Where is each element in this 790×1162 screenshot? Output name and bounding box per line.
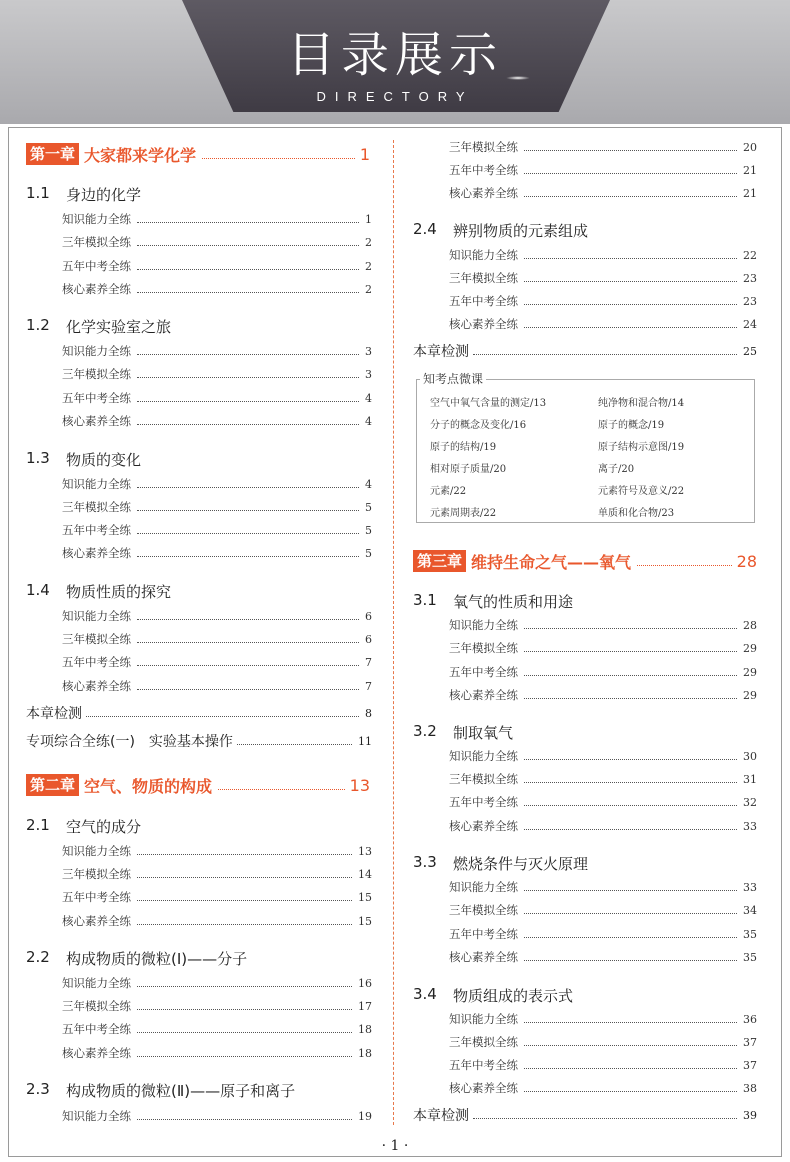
toc-entry[interactable] (62, 844, 372, 858)
toc-entry[interactable] (449, 618, 757, 632)
micro-lesson-item[interactable]: 空气中氧气含量的测定/13 (430, 398, 547, 409)
entry-page: 31 (743, 772, 757, 786)
leader-dots (137, 1009, 352, 1010)
entry-label: 专项综合全练(一) 实验基本操作 (26, 734, 233, 750)
leader-dots (137, 877, 352, 878)
micro-lesson-item[interactable]: 离子/20 (598, 464, 635, 475)
leader-dots (137, 510, 359, 511)
section-title: 辨别物质的元素组成 (453, 222, 589, 240)
column-divider (393, 140, 394, 1125)
entry-page: 35 (743, 927, 757, 941)
toc-entry[interactable] (449, 927, 757, 941)
entry-page: 37 (743, 1058, 757, 1072)
section-title: 构成物质的微粒(Ⅱ)——原子和离子 (66, 1082, 296, 1100)
section-title: 构成物质的微粒(Ⅰ)——分子 (66, 950, 248, 968)
entry-page: 39 (743, 1108, 757, 1122)
entry-page: 38 (743, 1081, 757, 1095)
leader-dots (137, 1032, 352, 1033)
entry-label: 三年模拟全练 (449, 1035, 518, 1049)
leader-dots (524, 805, 737, 806)
leader-dots (237, 744, 352, 745)
leader-dots (524, 937, 737, 938)
leader-dots (524, 173, 737, 174)
leader-dots (137, 854, 352, 855)
leader-dots (524, 150, 737, 151)
toc-entry-major[interactable] (26, 704, 372, 722)
section-number: 3.1 (413, 591, 437, 609)
entry-page: 7 (365, 655, 372, 669)
entry-page: 30 (743, 749, 757, 763)
toc-entry[interactable] (449, 271, 757, 285)
section-number: 3.2 (413, 722, 437, 740)
entry-label: 五年中考全练 (62, 1022, 131, 1036)
toc-entry[interactable] (62, 546, 372, 560)
section-heading[interactable] (413, 853, 588, 874)
toc-entry[interactable] (449, 1058, 757, 1072)
chapter-page: 28 (736, 551, 757, 571)
chapter-heading[interactable] (26, 774, 370, 796)
entry-label: 五年中考全练 (449, 665, 518, 679)
leader-dots (524, 829, 737, 830)
entry-page: 29 (743, 665, 757, 679)
toc-entry[interactable] (449, 294, 757, 308)
micro-lesson-item[interactable]: 原子的结构/19 (430, 442, 497, 453)
section-number: 2.3 (26, 1080, 50, 1098)
entry-label: 五年中考全练 (449, 795, 518, 809)
toc-entry[interactable] (449, 163, 757, 177)
toc-entry[interactable] (449, 1012, 757, 1026)
entry-page: 28 (743, 618, 757, 632)
entry-label: 三年模拟全练 (62, 632, 131, 646)
entry-page: 15 (358, 890, 372, 904)
leader-dots (524, 782, 737, 783)
toc-entry[interactable] (449, 950, 757, 964)
entry-label: 三年模拟全练 (449, 140, 518, 154)
entry-page: 4 (365, 391, 372, 405)
toc-entry[interactable] (449, 641, 757, 655)
section-heading[interactable] (413, 722, 513, 743)
section-title: 物质的变化 (66, 451, 142, 469)
entry-page: 5 (365, 500, 372, 514)
entry-page: 21 (743, 163, 757, 177)
toc-entry[interactable] (62, 1022, 372, 1036)
leader-dots (524, 913, 737, 914)
entry-label: 本章检测 (413, 1108, 469, 1124)
entry-label: 核心素养全练 (62, 679, 131, 693)
entry-page: 2 (365, 259, 372, 273)
leader-dots (473, 354, 737, 355)
section-heading[interactable] (26, 184, 141, 205)
entry-page: 6 (365, 609, 372, 623)
leader-dots (137, 689, 359, 690)
toc-entry[interactable] (449, 1081, 757, 1095)
toc-entry[interactable] (62, 655, 372, 669)
toc-entry[interactable] (62, 414, 372, 428)
section-number: 1.4 (26, 581, 50, 599)
entry-page: 2 (365, 235, 372, 249)
leader-dots (137, 1056, 352, 1057)
entry-label: 三年模拟全练 (62, 867, 131, 881)
entry-page: 3 (365, 367, 372, 381)
entry-label: 三年模拟全练 (62, 999, 131, 1013)
section-heading[interactable] (413, 985, 573, 1006)
section-title: 氧气的性质和用途 (453, 593, 574, 611)
entry-page: 36 (743, 1012, 757, 1026)
entry-page: 1 (365, 212, 372, 226)
section-number: 1.2 (26, 316, 50, 334)
entry-page: 20 (743, 140, 757, 154)
entry-label: 知识能力全练 (449, 248, 518, 262)
entry-page: 25 (743, 344, 757, 358)
entry-label: 核心素养全练 (449, 688, 518, 702)
toc-entry[interactable] (449, 795, 757, 809)
leader-dots (524, 196, 737, 197)
entry-label: 五年中考全练 (62, 655, 131, 669)
section-number: 1.1 (26, 184, 50, 202)
entry-label: 三年模拟全练 (449, 772, 518, 786)
entry-label: 五年中考全练 (449, 1058, 518, 1072)
leader-dots (524, 1068, 737, 1069)
entry-label: 五年中考全练 (449, 927, 518, 941)
section-title: 制取氧气 (453, 724, 514, 742)
leader-dots (524, 1045, 737, 1046)
entry-label: 核心素养全练 (62, 546, 131, 560)
micro-lessons-title: 知考点微课 (420, 370, 486, 387)
entry-label: 核心素养全练 (449, 1081, 518, 1095)
leader-dots (137, 487, 359, 488)
entry-label: 核心素养全练 (62, 282, 131, 296)
chapter-page: 1 (359, 144, 370, 164)
chapter-heading[interactable] (26, 143, 370, 165)
toc-entry[interactable] (62, 609, 372, 623)
toc-entry[interactable] (62, 1109, 372, 1123)
entry-label: 核心素养全练 (449, 819, 518, 833)
toc-entry[interactable] (449, 772, 757, 786)
section-number: 1.3 (26, 449, 50, 467)
entry-page: 8 (365, 706, 372, 720)
section-heading[interactable] (26, 816, 141, 837)
entry-page: 32 (743, 795, 757, 809)
leader-dots (524, 304, 737, 305)
toc-entry-major[interactable] (413, 342, 757, 360)
entry-page: 2 (365, 282, 372, 296)
toc-entry[interactable] (62, 235, 372, 249)
entry-page: 22 (743, 248, 757, 262)
entry-page: 35 (743, 950, 757, 964)
section-title: 化学实验室之旅 (66, 318, 172, 336)
toc-entry[interactable] (449, 186, 757, 200)
micro-lesson-item[interactable]: 元素符号及意义/22 (598, 486, 685, 497)
leader-dots (524, 675, 737, 676)
entry-label: 五年中考全练 (62, 523, 131, 537)
leader-dots (524, 628, 737, 629)
toc-entry[interactable] (62, 282, 372, 296)
entry-label: 五年中考全练 (62, 391, 131, 405)
entry-page: 4 (365, 477, 372, 491)
chapter-title: 大家都来学化学 (84, 145, 197, 165)
leader-dots (137, 1119, 352, 1120)
toc-entry[interactable] (62, 367, 372, 381)
entry-page: 23 (743, 271, 757, 285)
entry-page: 16 (358, 976, 372, 990)
entry-page: 13 (358, 844, 372, 858)
leader-dots (137, 533, 359, 534)
entry-label: 核心素养全练 (449, 317, 518, 331)
toc-entry[interactable] (62, 679, 372, 693)
entry-page: 11 (358, 734, 372, 748)
leader-dots (524, 960, 737, 961)
entry-page: 29 (743, 688, 757, 702)
entry-label: 知识能力全练 (62, 212, 131, 226)
entry-label: 本章检测 (26, 706, 82, 722)
entry-label: 三年模拟全练 (62, 235, 131, 249)
entry-page: 4 (365, 414, 372, 428)
section-number: 3.3 (413, 853, 437, 871)
micro-lesson-item[interactable]: 元素周期表/22 (430, 508, 497, 519)
entry-label: 核心素养全练 (449, 950, 518, 964)
toc-entry[interactable] (62, 914, 372, 928)
leader-dots (137, 665, 359, 666)
section-heading[interactable] (26, 948, 247, 969)
section-heading[interactable] (413, 220, 588, 241)
page-number: · 1 · (381, 1138, 409, 1154)
toc-entry[interactable] (449, 819, 757, 833)
section-heading[interactable] (26, 1080, 295, 1101)
leader-dots (524, 1022, 737, 1023)
entry-label: 三年模拟全练 (62, 500, 131, 514)
entry-label: 三年模拟全练 (449, 641, 518, 655)
entry-page: 14 (358, 867, 372, 881)
toc-entry[interactable] (449, 248, 757, 262)
toc-entry[interactable] (62, 976, 372, 990)
entry-page: 19 (358, 1109, 372, 1123)
entry-label: 知识能力全练 (62, 976, 131, 990)
entry-page: 15 (358, 914, 372, 928)
toc-entry[interactable] (62, 632, 372, 646)
chapter-badge: 第一章 (26, 143, 79, 165)
micro-lesson-item[interactable]: 相对原子质量/20 (430, 464, 507, 475)
leader-dots (524, 281, 737, 282)
section-title: 物质组成的表示式 (453, 987, 574, 1005)
leader-dots (218, 789, 345, 790)
entry-page: 37 (743, 1035, 757, 1049)
entry-label: 知识能力全练 (62, 609, 131, 623)
entry-label: 核心素养全练 (62, 414, 131, 428)
entry-label: 五年中考全练 (62, 890, 131, 904)
leader-dots (637, 565, 732, 566)
page-title: 目录展示 (286, 27, 503, 83)
leader-dots (137, 424, 359, 425)
toc-entry[interactable] (62, 1046, 372, 1060)
leader-dots (137, 377, 359, 378)
entry-page: 23 (743, 294, 757, 308)
entry-page: 33 (743, 819, 757, 833)
leader-dots (137, 556, 359, 557)
toc-entry[interactable] (62, 867, 372, 881)
leader-dots (524, 890, 737, 891)
entry-label: 五年中考全练 (62, 259, 131, 273)
leader-dots (137, 269, 359, 270)
leader-dots (137, 642, 359, 643)
entry-page: 18 (358, 1022, 372, 1036)
micro-lesson-item[interactable]: 纯净物和混合物/14 (598, 398, 685, 409)
entry-label: 核心素养全练 (449, 186, 518, 200)
chapter-badge: 第三章 (413, 550, 466, 572)
toc-entry[interactable] (62, 999, 372, 1013)
leader-dots (137, 619, 359, 620)
toc-entry[interactable] (449, 880, 757, 894)
entry-page: 3 (365, 344, 372, 358)
leader-dots (137, 245, 359, 246)
leader-dots (473, 1118, 737, 1119)
toc-entry[interactable] (449, 1035, 757, 1049)
section-title: 燃烧条件与灭火原理 (453, 855, 589, 873)
toc-entry[interactable] (449, 903, 757, 917)
entry-label: 三年模拟全练 (449, 903, 518, 917)
section-number: 2.4 (413, 220, 437, 238)
leader-dots (137, 354, 359, 355)
toc-entry[interactable] (449, 665, 757, 679)
leader-dots (137, 292, 359, 293)
entry-label: 知识能力全练 (449, 880, 518, 894)
leader-dots (524, 327, 737, 328)
section-heading[interactable] (26, 449, 141, 470)
chapter-title: 维持生命之气——氧气 (471, 552, 632, 572)
micro-lesson-item[interactable]: 分子的概念及变化/16 (430, 420, 527, 431)
toc-entry[interactable] (449, 749, 757, 763)
entry-label: 五年中考全练 (449, 163, 518, 177)
section-number: 2.1 (26, 816, 50, 834)
toc-entry[interactable] (62, 890, 372, 904)
sparkle-icon (506, 76, 530, 80)
entry-label: 核心素养全练 (62, 914, 131, 928)
entry-page: 5 (365, 546, 372, 560)
entry-page: 17 (358, 999, 372, 1013)
entry-label: 知识能力全练 (449, 618, 518, 632)
entry-label: 知识能力全练 (449, 1012, 518, 1026)
micro-lesson-item[interactable]: 原子的概念/19 (598, 420, 665, 431)
section-heading[interactable] (26, 316, 171, 337)
leader-dots (524, 1091, 737, 1092)
entry-label: 知识能力全练 (449, 749, 518, 763)
toc-entry[interactable] (62, 259, 372, 273)
entry-page: 7 (365, 679, 372, 693)
entry-label: 知识能力全练 (62, 344, 131, 358)
toc-entry-major[interactable] (413, 1106, 757, 1124)
leader-dots (86, 716, 359, 717)
entry-label: 五年中考全练 (449, 294, 518, 308)
chapter-heading[interactable] (413, 550, 757, 572)
chapter-title: 空气、物质的构成 (84, 776, 213, 796)
section-title: 空气的成分 (66, 818, 142, 836)
section-number: 2.2 (26, 948, 50, 966)
section-title: 物质性质的探究 (66, 583, 172, 601)
leader-dots (137, 924, 352, 925)
toc-entry[interactable] (62, 344, 372, 358)
entry-page: 6 (365, 632, 372, 646)
entry-page: 5 (365, 523, 372, 537)
section-number: 3.4 (413, 985, 437, 1003)
entry-label: 本章检测 (413, 344, 469, 360)
entry-page: 29 (743, 641, 757, 655)
leader-dots (137, 401, 359, 402)
toc-entry[interactable] (62, 500, 372, 514)
leader-dots (524, 258, 737, 259)
section-heading[interactable] (413, 591, 573, 612)
leader-dots (524, 698, 737, 699)
entry-label: 核心素养全练 (62, 1046, 131, 1060)
toc-entry[interactable] (449, 688, 757, 702)
leader-dots (202, 158, 355, 159)
entry-page: 21 (743, 186, 757, 200)
entry-label: 三年模拟全练 (449, 271, 518, 285)
entry-page: 33 (743, 880, 757, 894)
leader-dots (524, 651, 737, 652)
leader-dots (137, 900, 352, 901)
chapter-badge: 第二章 (26, 774, 79, 796)
leader-dots (137, 222, 359, 223)
toc-entry[interactable] (62, 212, 372, 226)
entry-label: 知识能力全练 (62, 477, 131, 491)
toc-entry[interactable] (449, 317, 757, 331)
entry-label: 知识能力全练 (62, 1109, 131, 1123)
section-title: 身边的化学 (66, 186, 142, 204)
toc-entry[interactable] (62, 523, 372, 537)
entry-page: 34 (743, 903, 757, 917)
chapter-page: 13 (349, 775, 370, 795)
toc-entry-major[interactable] (26, 732, 372, 750)
toc-entry[interactable] (62, 477, 372, 491)
micro-lesson-item[interactable]: 单质和化合物/23 (598, 508, 675, 519)
toc-entry[interactable] (449, 140, 757, 154)
toc-entry[interactable] (62, 391, 372, 405)
entry-page: 18 (358, 1046, 372, 1060)
leader-dots (137, 986, 352, 987)
entry-label: 三年模拟全练 (62, 367, 131, 381)
leader-dots (524, 759, 737, 760)
entry-label: 知识能力全练 (62, 844, 131, 858)
page-subtitle: DIRECTORY (316, 89, 474, 104)
entry-page: 24 (743, 317, 757, 331)
micro-lesson-item[interactable]: 原子结构示意图/19 (598, 442, 685, 453)
micro-lesson-item[interactable]: 元素/22 (430, 486, 467, 497)
section-heading[interactable] (26, 581, 171, 602)
